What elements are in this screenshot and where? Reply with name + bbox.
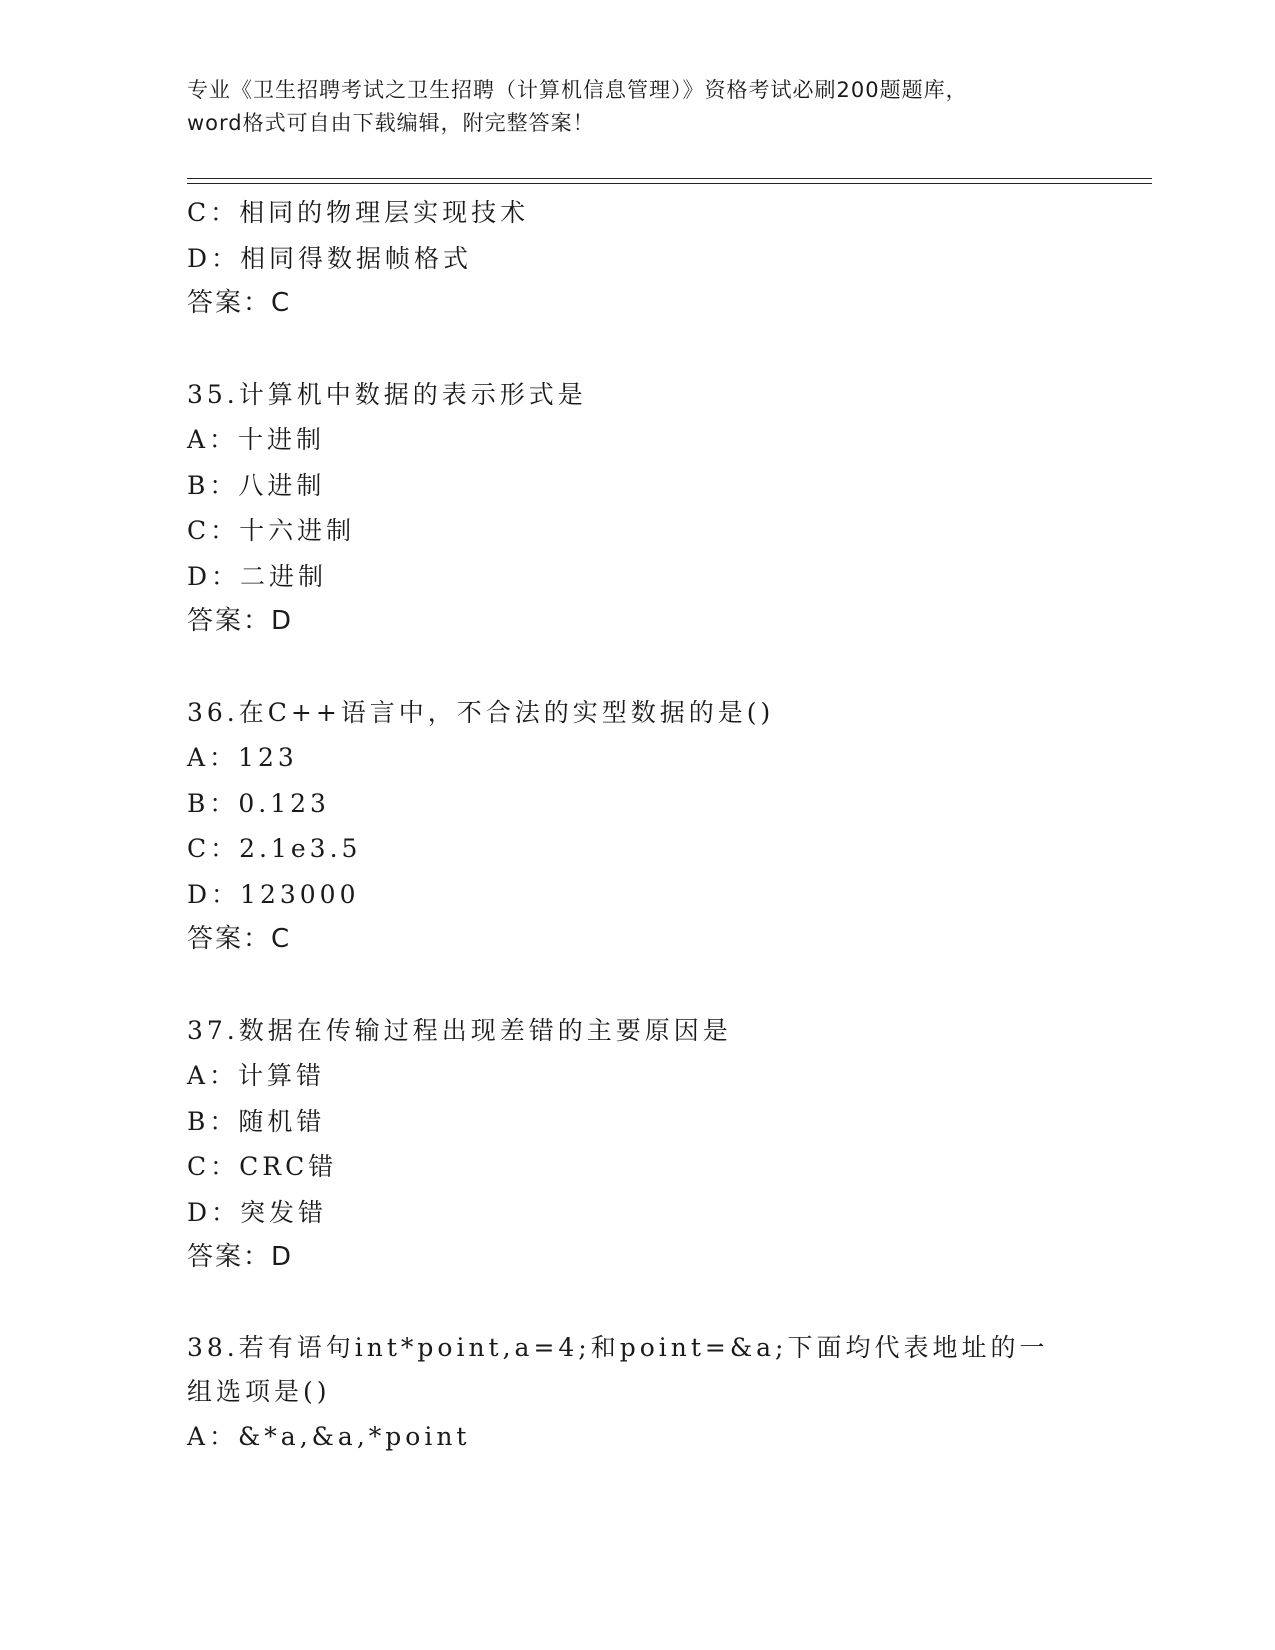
question-35 xyxy=(187,372,1107,645)
question-stem: 35.计算机中数据的表示形式是 xyxy=(187,379,587,409)
spacer xyxy=(187,327,1107,372)
header-divider-top xyxy=(187,178,1152,179)
question-list xyxy=(187,190,1107,1459)
question-37 xyxy=(187,1008,1107,1281)
spacer xyxy=(187,963,1107,1008)
option-a: A：123 xyxy=(187,743,298,772)
option-b: B：0.123 xyxy=(187,788,330,818)
answer-label: 答案：C xyxy=(187,288,292,318)
header-divider-bottom xyxy=(187,183,1152,184)
option-d: D：123000 xyxy=(187,879,360,909)
question-stem: 38.若有语句int*point,a=4;和point=&a;下面均代表地址的一组选项是() xyxy=(187,1332,1049,1406)
option-c: C：CRC错 xyxy=(187,1152,338,1181)
option-a: A：&*a,&a,*point xyxy=(187,1421,471,1451)
question-36 xyxy=(187,690,1107,963)
answer-label: 答案：D xyxy=(187,606,294,636)
question-34-tail xyxy=(187,190,1107,327)
answer-label: 答案：D xyxy=(187,1242,294,1272)
option-a: A：计算错 xyxy=(187,1061,326,1090)
spacer xyxy=(187,645,1107,690)
option-c: C：2.1e3.5 xyxy=(187,834,362,863)
option-d: D：突发错 xyxy=(187,1197,328,1227)
question-stem: 37.数据在传输过程出现差错的主要原因是 xyxy=(187,1015,732,1045)
option-c: C：相同的物理层实现技术 xyxy=(187,198,530,227)
option-d: D：相同得数据帧格式 xyxy=(187,243,473,273)
option-b: B：八进制 xyxy=(187,470,326,500)
question-38 xyxy=(187,1326,1107,1460)
header-line-2: word格式可自由下载编辑，附完整答案！ xyxy=(187,111,595,135)
header-line-1: 专业《卫生招聘考试之卫生招聘（计算机信息管理）》资格考试必刷200题题库， xyxy=(187,78,968,102)
document-header xyxy=(187,74,1087,140)
option-d: D：二进制 xyxy=(187,561,328,591)
option-b: B：随机错 xyxy=(187,1106,326,1136)
option-a: A：十进制 xyxy=(187,425,326,454)
spacer xyxy=(187,1281,1107,1326)
question-stem: 36.在C++语言中，不合法的实型数据的是() xyxy=(187,697,775,727)
option-c: C：十六进制 xyxy=(187,516,356,545)
answer-label: 答案：C xyxy=(187,924,292,954)
